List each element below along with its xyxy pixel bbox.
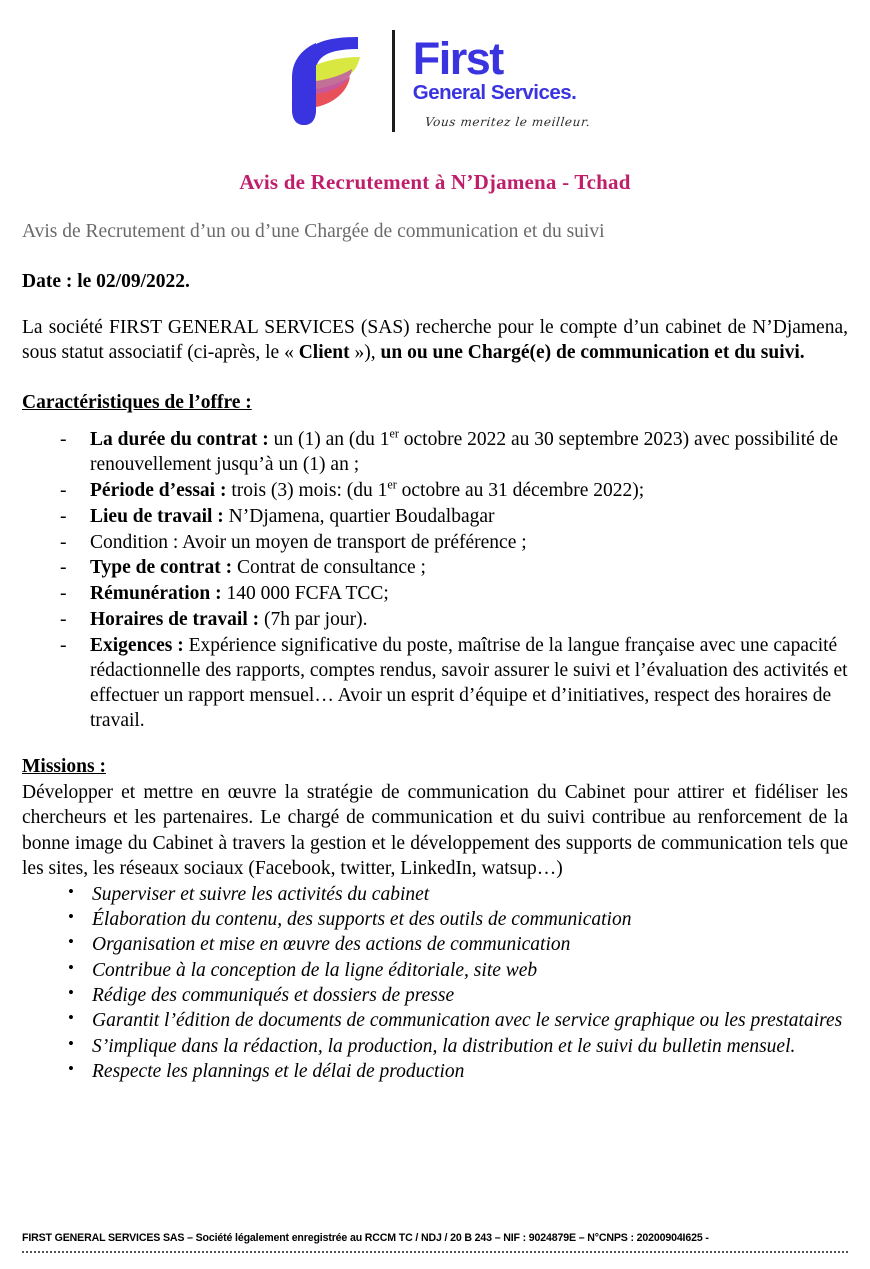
document-footer xyxy=(22,1232,848,1253)
list-item xyxy=(52,428,848,478)
logo-brand-primary: First xyxy=(412,33,503,85)
intro-bold-role: un ou une Chargé(e) de communication et du suivi. xyxy=(380,342,805,364)
list-item-text-post: octobre au 31 décembre 2022); xyxy=(396,479,645,501)
intro-part-1: La société FIRST GENERAL SERVICES (SAS) recherche pour le compte d’un cabinet de N’Djamena, sous statut associatif (ci-après, le « xyxy=(22,317,848,364)
list-item xyxy=(52,582,848,607)
list-item-label: Type de contrat : xyxy=(90,557,233,579)
company-logo xyxy=(280,30,590,132)
page-title: Avis de Recrutement à N’Djamena - Tchad xyxy=(239,170,631,194)
logo-divider xyxy=(392,30,395,132)
list-item xyxy=(52,608,848,633)
list-item-label: Horaires de travail : xyxy=(90,609,260,631)
document-header xyxy=(0,0,870,132)
list-item-text-post: Contrat de consultance ; xyxy=(232,557,426,579)
list-item: • Garantit l’édition de documents de communication avec le service graphique ou les prestataires xyxy=(62,1008,848,1033)
footer-divider xyxy=(22,1251,848,1253)
offer-section-heading: Caractéristiques de l’offre : xyxy=(22,391,252,413)
list-item: • Contribue à la conception de la ligne éditoriale, site web xyxy=(62,958,848,983)
list-item xyxy=(52,531,848,556)
list-item: • Élaboration du contenu, des supports et des outils de communication xyxy=(62,907,848,932)
list-item xyxy=(52,634,848,734)
list-item: • Rédige des communiqués et dossiers de presse xyxy=(62,983,848,1008)
logo-tagline: Vous meritez le meilleur. xyxy=(424,114,591,129)
list-item-text-pre: trois (3) mois: (du 1 xyxy=(226,479,388,501)
list-item: • S’implique dans la rédaction, la production, la distribution et le suivi du bulletin mensuel. xyxy=(62,1034,848,1059)
list-item-text-post: (7h par jour). xyxy=(259,609,368,631)
missions-bullet-list xyxy=(22,882,848,1085)
list-item-label: Lieu de travail : xyxy=(90,505,224,527)
list-item xyxy=(52,556,848,581)
list-item-text-pre: un (1) an (du 1 xyxy=(268,428,390,450)
missions-paragraph: Développer et mettre en œuvre la stratégie de communication du Cabinet pour attirer et fidéliser les chercheurs et les partenaires. Le chargé de communication et du suivi contribue au renforcement de la bonne image du Cabinet à travers la gestion et le développement des supports de communication tels que les sites, les réseaux sociaux (Facebook, twitter, LinkedIn, watsup…) xyxy=(22,782,848,880)
missions-section-heading: Missions : xyxy=(22,756,106,778)
list-item-text-post: 140 000 FCFA TCC; xyxy=(221,583,389,605)
intro-bold-client: Client xyxy=(298,342,350,364)
intro-paragraph xyxy=(22,315,848,366)
page-subtitle: Avis de Recrutement d’un ou d’une Chargée de communication et du suivi xyxy=(22,221,605,242)
list-item-text-post: N’Djamena, quartier Boudalbagar xyxy=(223,505,495,527)
feather-logo-icon xyxy=(280,31,376,131)
list-item xyxy=(52,479,848,504)
document-body xyxy=(0,170,870,1084)
ordinal-suffix: er xyxy=(389,426,399,441)
ordinal-suffix: er xyxy=(387,477,397,492)
list-item-label: La durée du contrat : xyxy=(90,428,269,450)
intro-part-2: »), xyxy=(349,342,381,364)
list-item-text-post: octobre 2022 au 30 septembre 2023) avec possibilité de renouvellement jusqu’à un (1) an ; xyxy=(90,428,839,475)
footer-legal-text: FIRST GENERAL SERVICES SAS – Société légalement enregistrée au RCCM TC / NDJ / 20 B 243 – NIF : 9024879E – N°CNPS : 20200904I625 - xyxy=(22,1232,709,1244)
list-item-text-post: Condition : Avoir un moyen de transport de préférence ; xyxy=(90,531,527,553)
list-item: • Superviser et suivre les activités du cabinet xyxy=(62,882,848,907)
list-item-label: Rémunération : xyxy=(90,583,222,605)
list-item-label: Exigences : xyxy=(90,635,184,657)
list-item: • Respecte les plannings et le délai de production xyxy=(62,1059,848,1084)
list-item-text-post: Expérience significative du poste, maîtrise de la langue française avec une capacité rédactionnelle des rapports, comptes rendus, savoir assurer le suivi et l’évaluation des activités et effectuer un rapport mensuel… Avoir un esprit d’équipe et d’initiatives, respect des horaires de travail. xyxy=(90,635,848,732)
list-item-label: Période d’essai : xyxy=(90,479,227,501)
list-item xyxy=(52,505,848,530)
offer-characteristics-list xyxy=(22,428,848,734)
logo-brand-secondary: General Services. xyxy=(412,81,577,105)
logo-wordmark xyxy=(413,33,590,129)
list-item: • Organisation et mise en œuvre des actions de communication xyxy=(62,932,848,957)
date-line: Date : le 02/09/2022. xyxy=(22,271,190,292)
